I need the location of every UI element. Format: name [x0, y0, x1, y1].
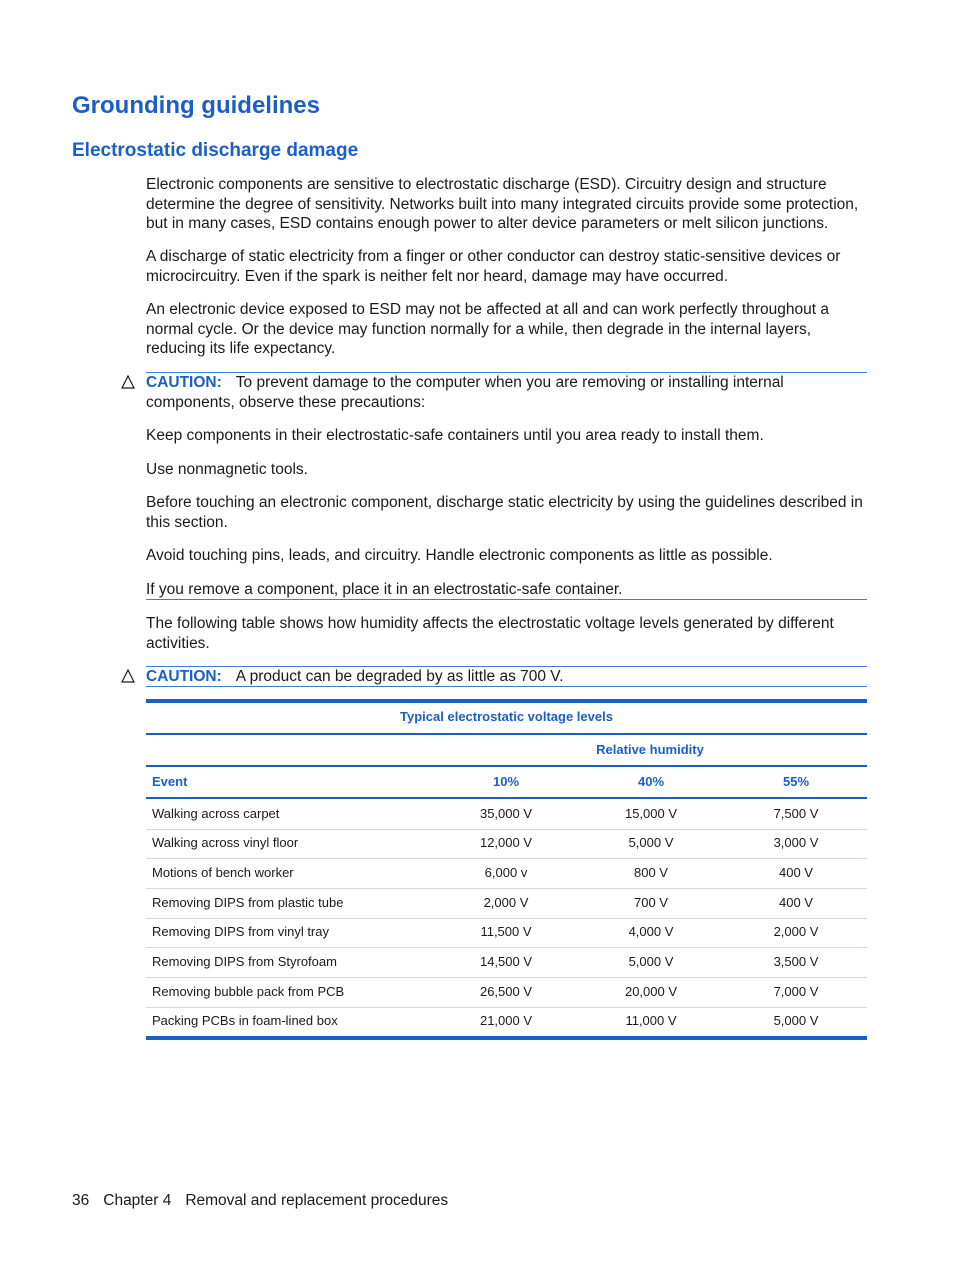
event-cell: Removing bubble pack from PCB — [152, 984, 345, 999]
precaution-item: If you remove a component, place it in an electrostatic-safe container. — [146, 581, 623, 598]
paragraph-device-exposure: An electronic device exposed to ESD may not be affected at all and can work perfectly throughout a normal cycle. Or the device may function normally for a while, then degrade in the internal layers, reducing its life expectancy. — [146, 301, 829, 358]
caution-bottom-rule — [146, 599, 867, 600]
value-cell: 3,000 V — [773, 835, 819, 850]
row-divider — [146, 977, 867, 978]
table-title: Typical electrostatic voltage levels — [400, 709, 613, 724]
event-cell: Walking across vinyl floor — [152, 835, 299, 850]
caution-triangle-icon — [121, 375, 135, 389]
page-number: 36 — [72, 1192, 90, 1209]
row-divider — [146, 829, 867, 830]
value-cell: 11,000 V — [625, 1013, 677, 1028]
table-divider — [146, 765, 867, 767]
value-cell: 5,000 V — [773, 1013, 819, 1028]
chapter-title: Removal and replacement procedures — [185, 1192, 449, 1209]
row-divider — [146, 918, 867, 919]
value-cell: 3,500 V — [773, 954, 819, 969]
value-cell: 12,000 V — [479, 835, 533, 850]
value-cell: 7,500 V — [773, 806, 819, 821]
precaution-item: Keep components in their electrostatic-safe containers until you area ready to install them. — [146, 427, 764, 444]
row-divider — [146, 888, 867, 889]
row-divider — [146, 947, 867, 948]
caution-bottom-rule — [146, 686, 867, 687]
value-cell: 400 V — [779, 895, 813, 910]
value-cell: 11,500 V — [480, 924, 532, 939]
value-cell: 20,000 V — [624, 984, 678, 999]
row-divider — [146, 858, 867, 859]
value-cell: 400 V — [779, 865, 813, 880]
caution-label: CAUTION: — [146, 374, 222, 391]
row-divider — [146, 1007, 867, 1008]
event-cell: Removing DIPS from vinyl tray — [152, 924, 329, 939]
table-divider — [146, 733, 867, 735]
caution-triangle-icon — [121, 669, 135, 683]
column-header-40: 40% — [637, 774, 665, 789]
value-cell: 15,000 V — [624, 806, 678, 821]
value-cell: 5,000 V — [628, 954, 674, 969]
caution-text: A product can be degraded by as little as 700 V. — [235, 668, 564, 685]
value-cell: 2,000 V — [773, 924, 819, 939]
table-bottom-border — [146, 1036, 867, 1040]
chapter-label: Chapter 4 — [103, 1192, 172, 1209]
caution-note — [146, 373, 868, 412]
value-cell: 4,000 V — [628, 924, 674, 939]
value-cell: 800 V — [634, 865, 668, 880]
value-cell: 6,000 v — [484, 865, 528, 880]
precaution-item: Before touching an electronic component, discharge static electricity by using the guidelines described in this section. — [146, 494, 863, 531]
caution-note — [146, 667, 868, 687]
value-cell: 21,000 V — [479, 1013, 533, 1028]
caution-text: To prevent damage to the computer when you are removing or installing internal components, observe these precautions: — [146, 374, 784, 411]
paragraph-esd-intro: Electronic components are sensitive to electrostatic discharge (ESD). Circuitry design and structure determine the degree of sensitivity. Networks built into many integrated circuits provide some protection, but in many cases, ESD contains enough power to alter device parameters or melt silicon junctions. — [146, 176, 859, 233]
caution-label: CAUTION: — [146, 668, 222, 685]
value-cell: 26,500 V — [479, 984, 533, 999]
value-cell: 7,000 V — [773, 984, 819, 999]
event-cell: Packing PCBs in foam-lined box — [152, 1013, 338, 1028]
page-title: Grounding guidelines — [72, 92, 320, 119]
event-cell: Motions of bench worker — [152, 865, 294, 880]
table-group-header: Relative humidity — [596, 742, 704, 757]
page-footer — [72, 1192, 462, 1210]
value-cell: 2,000 V — [483, 895, 529, 910]
value-cell: 14,500 V — [479, 954, 533, 969]
table-divider — [146, 797, 867, 799]
event-cell: Removing DIPS from plastic tube — [152, 895, 344, 910]
event-cell: Removing DIPS from Styrofoam — [152, 954, 337, 969]
paragraph-table-intro: The following table shows how humidity affects the electrostatic voltage levels generated by different activities. — [146, 615, 834, 652]
value-cell: 35,000 V — [479, 806, 533, 821]
value-cell: 700 V — [634, 895, 668, 910]
table-top-border — [146, 699, 867, 703]
column-header-10: 10% — [492, 774, 520, 789]
column-header-event: Event — [152, 774, 188, 789]
paragraph-static-discharge: A discharge of static electricity from a finger or other conductor can destroy static-sensitive devices or microcircuitry. Even if the spark is neither felt nor heard, damage may have occurred. — [146, 248, 841, 285]
column-header-55: 55% — [782, 774, 810, 789]
event-cell: Walking across carpet — [152, 806, 280, 821]
precaution-item: Avoid touching pins, leads, and circuitry. Handle electronic components as little as possible. — [146, 547, 773, 564]
section-title: Electrostatic discharge damage — [72, 140, 359, 161]
precaution-item: Use nonmagnetic tools. — [146, 461, 308, 478]
value-cell: 5,000 V — [628, 835, 674, 850]
